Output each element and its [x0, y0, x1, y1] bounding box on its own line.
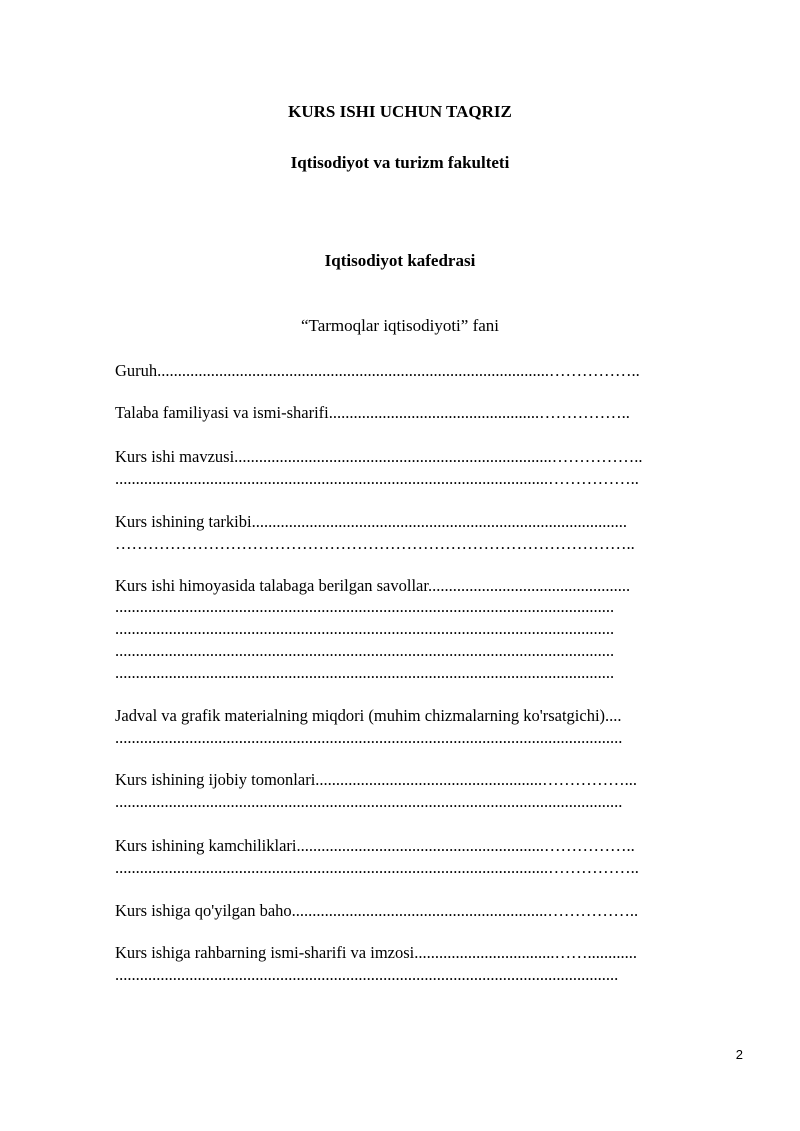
positives-field: Kurs ishining ijobiy tomonlari.......................................................……………... — [115, 770, 638, 789]
group-field: Guruh...............................................................................................…………….. — [115, 361, 640, 380]
tables-field-continuation: ........................................................................................................................... — [115, 728, 623, 747]
grade-field: Kurs ishiga qo'yilgan baho..............................................................…………….. — [115, 901, 639, 920]
topic-field-continuation: .........................................................................................................…………….. — [115, 469, 639, 488]
supervisor-field: Kurs ishiga rahbarning ismi-sharifi va imzosi..................................……............ — [115, 943, 637, 962]
subject-name: “Tarmoqlar iqtisodiyoti” fani — [300, 316, 500, 335]
questions-line-4: ......................................................................................................................... — [115, 641, 615, 660]
questions-field: Kurs ishi himoyasida talabaga berilgan savollar................................................. — [115, 576, 631, 595]
shortcomings-field: Kurs ishining kamchiliklari............................................................…………….. — [115, 836, 635, 855]
page-number: 2 — [735, 1047, 743, 1062]
topic-field: Kurs ishi mavzusi.............................................................................…………….. — [115, 447, 643, 466]
questions-line-2: ......................................................................................................................... — [115, 597, 615, 616]
faculty-name: Iqtisodiyot va turizm fakulteti — [290, 153, 510, 172]
questions-line-3: ......................................................................................................................... — [115, 619, 615, 638]
structure-field: Kurs ishining tarkibi........................................................................................... — [115, 512, 627, 531]
supervisor-field-continuation: .......................................................................................................................... — [115, 965, 619, 984]
tables-field: Jadval va grafik materialning miqdori (muhim chizmalarning ko'rsatgichi).... — [115, 706, 622, 725]
shortcomings-field-continuation: .........................................................................................................…………….. — [115, 858, 639, 877]
document-title: KURS ISHI UCHUN TAQRIZ — [288, 102, 512, 121]
positives-field-continuation: ........................................................................................................................... — [115, 792, 623, 811]
structure-field-continuation: ………………………………………………………………………………….. — [115, 534, 635, 553]
department-name: Iqtisodiyot kafedrasi — [324, 251, 476, 270]
questions-line-5: ......................................................................................................................... — [115, 663, 615, 682]
student-name-field: Talaba familiyasi va ismi-sharifi...................................................…………….. — [115, 403, 630, 422]
